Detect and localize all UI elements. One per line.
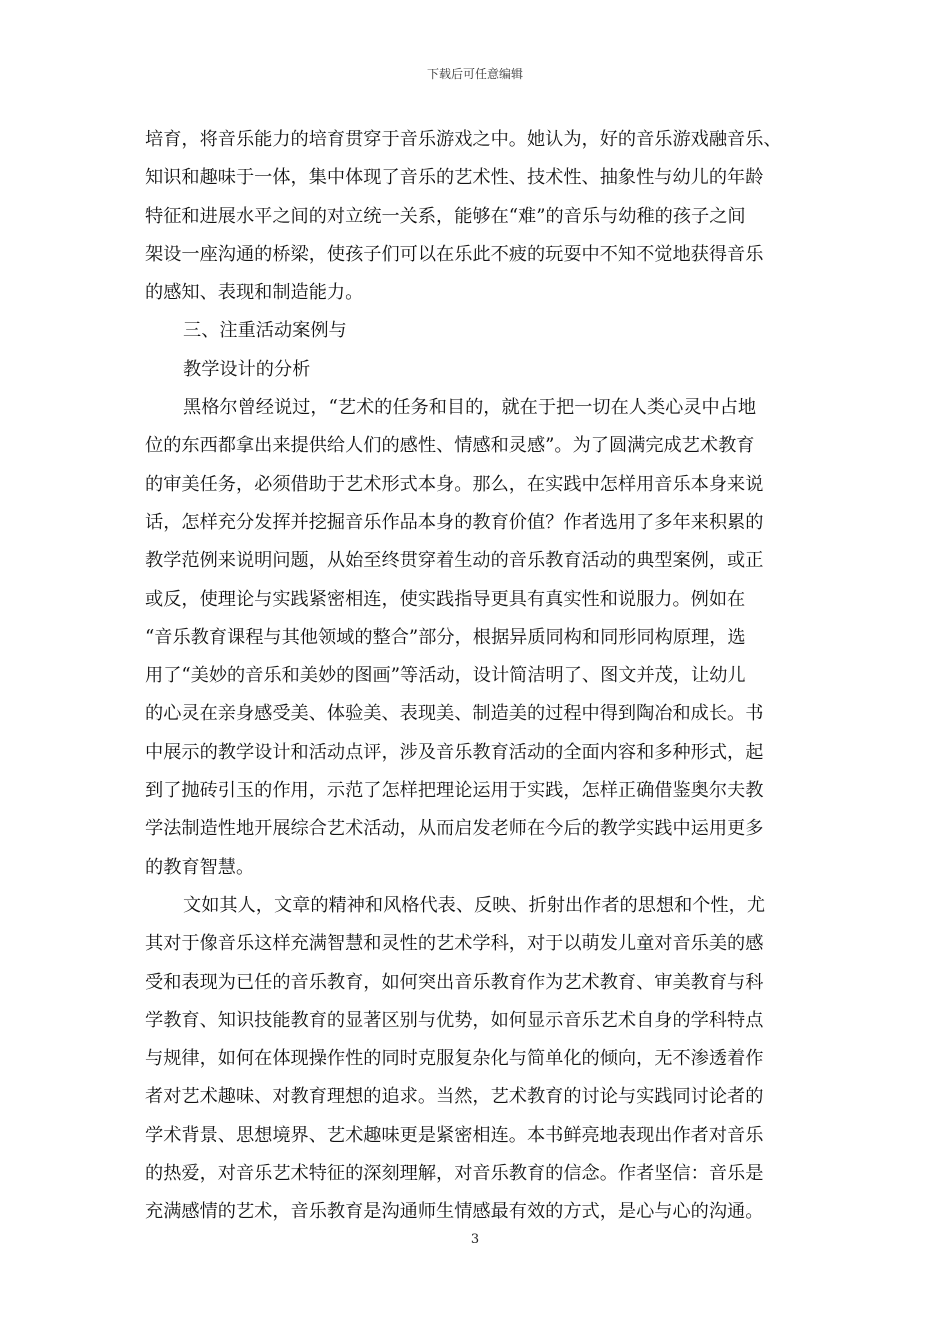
text-line: 的教育智慧。: [145, 856, 255, 878]
text-line: 学术背景、思想境界、艺术趣味更是紧密相连。本书鲜亮地表现出作者对音乐: [145, 1124, 764, 1146]
text-line: 教学范例来说明问题，从始至终贯穿着生动的音乐教育活动的典型案例，或正: [145, 550, 764, 572]
text-line: 特征和进展水平之间的对立统一关系，能够在“难”的音乐与幼稚的孩子之间: [145, 205, 746, 227]
text-line: 培育，将音乐能力的培育贯穿于音乐游戏之中。她认为，好的音乐游戏融音乐、: [145, 129, 782, 150]
text-line: “音乐教育课程与其他领域的整合”部分，根据异质同构和同形同构原理，选: [145, 626, 746, 648]
text-line: 受和表现为已任的音乐教育，如何突出音乐教育作为艺术教育、审美教育与科: [145, 971, 764, 993]
text-line: 用了“美妙的音乐和美妙的图画”等活动，设计简洁明了、图文并茂，让幼儿: [145, 665, 746, 687]
text-line: 学教育、知识技能教育的显著区别与优势，如何显示音乐艺术自身的学科特点: [145, 1009, 764, 1031]
text-line: 文如其人，文章的精神和风格代表、反映、折射出作者的思想和个性，尤: [183, 894, 766, 916]
text-line: 中展示的教学设计和活动点评，涉及音乐教育活动的全面内容和多种形式，起: [145, 741, 764, 763]
text-line: 与规律，如何在体现操作性的同时克服复杂化与简单化的倾向，无不渗透着作: [145, 1048, 764, 1070]
text-line: 学法制造性地开展综合艺术活动，从而启发老师在今后的教学实践中运用更多: [145, 818, 764, 840]
text-line: 的热爱，对音乐艺术特征的深刻理解，对音乐教育的信念。作者坚信：音乐是: [145, 1163, 764, 1185]
text-line: 架设一座沟通的桥梁，使孩子们可以在乐此不疲的玩耍中不知不觉地获得音乐: [145, 243, 764, 265]
text-line: 黑格尔曾经说过，“艺术的任务和目的，就在于把一切在人类心灵中占地: [183, 397, 757, 419]
page-header: 下载后可任意编辑: [426, 67, 523, 81]
text-line: 知识和趣味于一体，集中体现了音乐的艺术性、技术性、抽象性与幼儿的年龄: [145, 167, 764, 189]
text-line: 位的东西都拿出来提供给人们的感性、情感和灵感”。为了圆满完成艺术教育: [145, 435, 755, 457]
text-line: 话，怎样充分发挥并挖掘音乐作品本身的教育价值？作者选用了多年来积累的: [145, 511, 764, 533]
body-text: [145, 121, 808, 1232]
text-line: 的审美任务，必须借助于艺术形式本身。那么，在实践中怎样用音乐本身来说: [145, 473, 764, 495]
text-line: 其对于像音乐这样充满智慧和灵性的艺术学科，对于以萌发儿童对音乐美的感: [145, 933, 764, 955]
text-line: 的心灵在亲身感受美、体验美、表现美、制造美的过程中得到陶冶和成长。书: [145, 703, 764, 725]
section-heading: 教学设计的分析: [183, 358, 311, 380]
text-line: 的感知、表现和制造能力。: [145, 282, 364, 304]
text-line: 或反，使理论与实践紧密相连，使实践指导更具有真实性和说服力。例如在: [145, 588, 746, 610]
page-number: 3: [470, 1232, 480, 1247]
section-heading: 三、注重活动案例与: [183, 320, 347, 342]
text-line: 者对艺术趣味、对教育理想的追求。当然，艺术教育的讨论与实践同讨论者的: [145, 1086, 764, 1108]
text-line: 到了抛砖引玉的作用，示范了怎样把理论运用于实践，怎样正确借鉴奥尔夫教: [145, 780, 764, 802]
text-line: 充满感情的艺术，音乐教育是沟通师生情感最有效的方式，是心与心的沟通。: [145, 1201, 764, 1223]
